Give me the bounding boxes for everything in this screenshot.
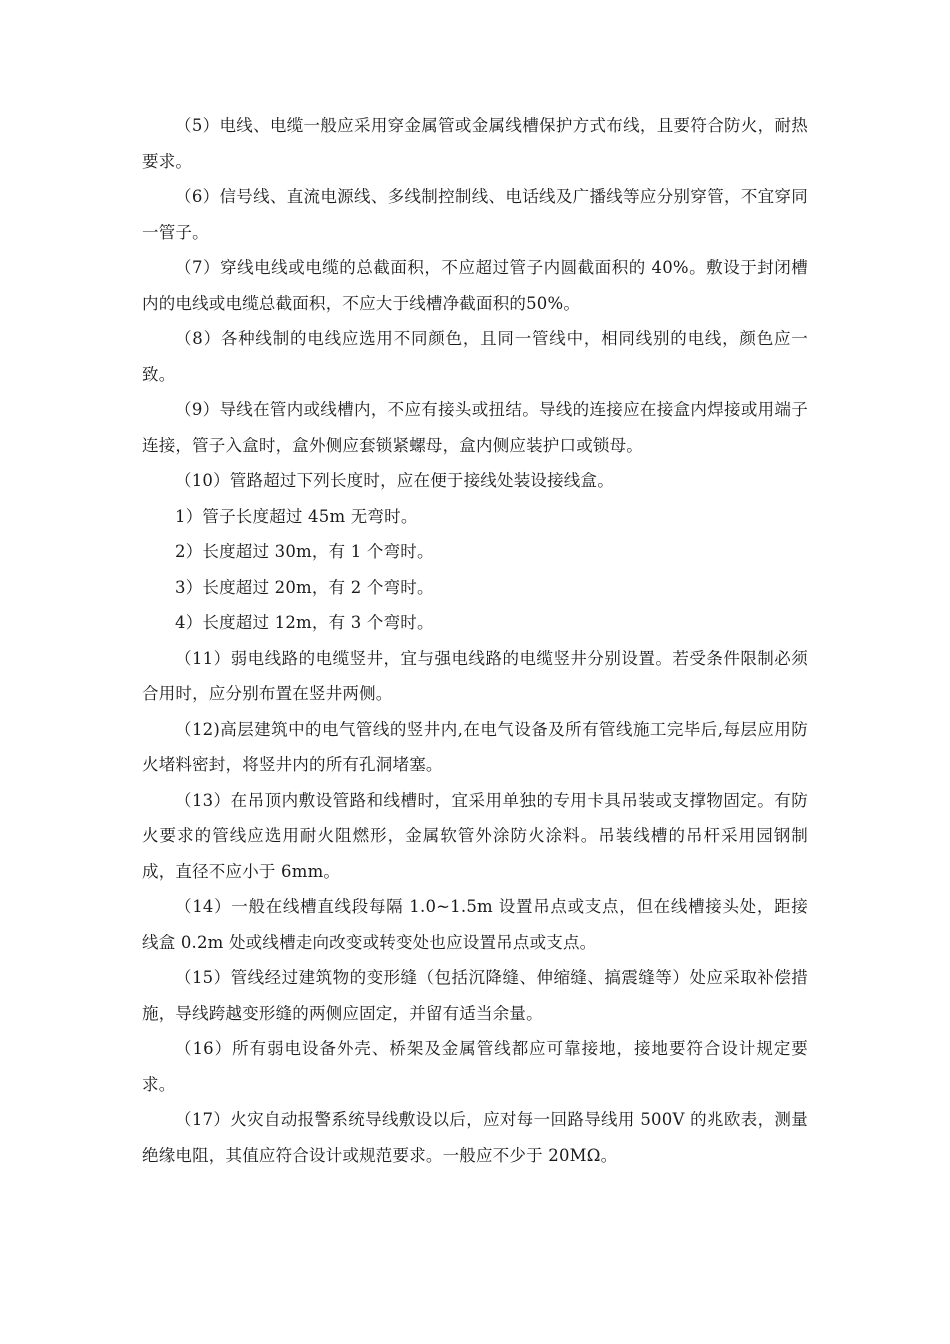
paragraph-item-11: （11）弱电线路的电缆竖井，宜与强电线路的电缆竖井分别设置。若受条件限制必须合用时，应分别布置在竖井两侧。 bbox=[142, 648, 808, 703]
paragraph-item-13: （13）在吊顶内敷设管路和线槽时，宜采用单独的专用卡具吊装或支撑物固定。有防火要求的管线应选用耐火阻燃形，金属软管外涂防火涂料。吊装线槽的吊杆采用园钢制成，直径不应小于 6mm。 bbox=[142, 790, 808, 881]
paragraph-item-9: （9）导线在管内或线槽内，不应有接头或扭结。导线的连接应在接盒内焊接或用端子连接，管子入盒时，盒外侧应套锁紧螺母，盒内侧应装护口或锁母。 bbox=[142, 400, 808, 455]
paragraph-item-16: （16）所有弱电设备外壳、桥架及金属管线都应可靠接地，接地要符合设计规定要求。 bbox=[142, 1039, 808, 1094]
sub-item-1: 1）管子长度超过 45m 无弯时。 bbox=[175, 506, 418, 526]
paragraph-item-15: （15）管线经过建筑物的变形缝（包括沉降缝、伸缩缝、搞震缝等）处应采取补偿措施，导线跨越变形缝的两侧应固定，并留有适当余量。 bbox=[142, 968, 808, 1023]
sub-item-2: 2）长度超过 30m，有 1 个弯时。 bbox=[175, 542, 434, 561]
sub-item-4: 4）长度超过 12m，有 3 个弯时。 bbox=[175, 613, 434, 632]
sub-item-3: 3）长度超过 20m，有 2 个弯时。 bbox=[175, 577, 434, 597]
paragraph-item-5: （5）电线、电缆一般应采用穿金属管或金属线槽保护方式布线，且要符合防火，耐热要求。 bbox=[142, 116, 808, 171]
document-body bbox=[142, 108, 808, 1173]
paragraph-item-7: （7）穿线电线或电缆的总截面积，不应超过管子内圆截面积的 40%。敷设于封闭槽内的电线或电缆总截面积，不应大于线槽净截面积的50%。 bbox=[142, 258, 808, 313]
paragraph-item-14: （14）一般在线槽直线段每隔 1.0~1.5m 设置吊点或支点，但在线槽接头处，距接线盒 0.2m 处或线槽走向改变或转变处也应设置吊点或支点。 bbox=[142, 897, 808, 952]
paragraph-item-6: （6）信号线、直流电源线、多线制控制线、电话线及广播线等应分别穿管，不宜穿同一管子。 bbox=[142, 187, 808, 242]
paragraph-item-17: （17）火灾自动报警系统导线敷设以后，应对每一回路导线用 500V 的兆欧表，测量绝缘电阻，其值应符合设计或规范要求。一般应不少于 20MΩ。 bbox=[142, 1110, 808, 1165]
paragraph-item-12: （12)高层建筑中的电气管线的竖井内,在电气设备及所有管线施工完毕后,每层应用防火堵料密封，将竖井内的所有孔洞堵塞。 bbox=[142, 719, 808, 774]
paragraph-item-10: （10）管路超过下列长度时，应在便于接线处装设接线盒。 bbox=[175, 471, 614, 490]
paragraph-item-8: （8）各种线制的电线应选用不同颜色，且同一管线中，相同线别的电线，颜色应一致。 bbox=[142, 329, 808, 384]
